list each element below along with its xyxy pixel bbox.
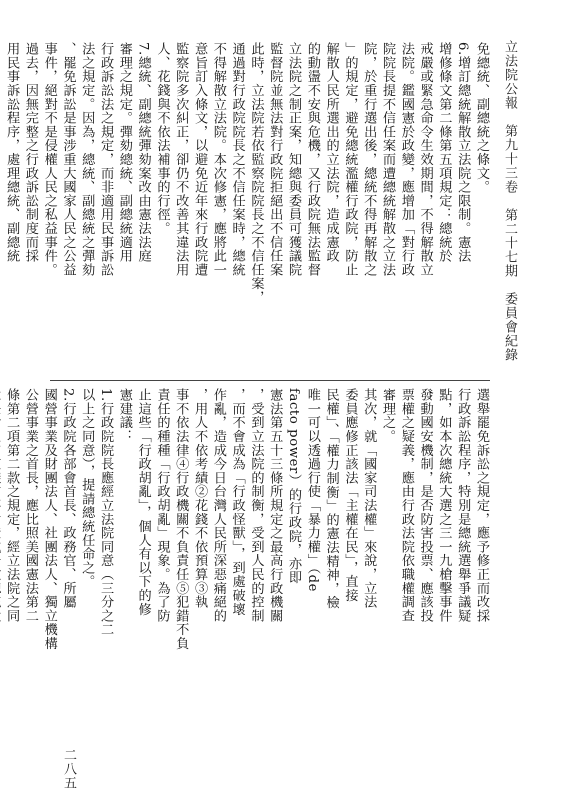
running-header [497,40,519,380]
text-line: 免總統、副總統之條文。 [474,42,489,194]
text-line: 1.行政院院長應經立法院同意（三分之二 [98,388,114,637]
page-number: 二八五 [61,748,76,790]
text-line: 過去，因無完整之行政訴訟制度而採 [22,42,38,263]
text-line: 院，於重行選出後，總統不得再解散之 [361,42,377,277]
text-line: 法院。鑑國憲於政變，應增加「對行政 [398,42,414,277]
text-line: 發動國安機制，是否防害投票、應該投 [417,388,433,623]
text-line: 責任的種種「行政胡亂」現象。為了防 [154,388,170,623]
text-line: 的動盪不安與危機，又行政院無法監督 [304,42,320,277]
text-line: 票權之疑義，應由行政法院依職權調查 [398,388,414,623]
text-line: 行政訴訟程序，特別是總統選舉爭議疑 [455,388,471,623]
gazette-title: 立法院公報 [502,40,517,110]
text-line: 意旨訂入條文，以避免近年來行政院遭 [192,42,208,277]
text-line: 立法院之制正案，知總與委員可獲議院 [286,42,302,277]
text-line: 此時，立法院若依監察院院長之不信任案， [248,42,264,305]
text-line: 民權」、「權力制衡」的憲法精神，檢 [323,388,339,610]
text-line: 監督院並無法對行政院拒絕出不信任案 [267,42,283,277]
text-line: ，而不會成為「行政怪獸」，到處破壞 [229,388,245,616]
text-line: 審理之。 [380,388,396,444]
text-line: 院院長提不信任案而遭總統解散之立法 [380,42,396,277]
text-line: 選舉罷免訴訟之規定，應予修正而改採 [474,388,489,623]
text-line: 7.總統、副總統彈劾案改由憲法法庭 [135,42,151,263]
text-line: 憲法第五十三條所規定之最高行政機關 [267,388,283,623]
text-line: 作亂，造成今日台灣人民所深惡痛絕的 [210,388,226,623]
text-line: 事不依法律④行政機關不負責任⑤犯錯不負 [173,388,189,651]
volume-number: 第九十三卷 [502,124,517,194]
text-line: 點，如本次總統大選之三一九槍擊事件 [436,388,452,623]
text-line: 監察院多次糾正，卻仍不改善其違法用 [173,42,189,277]
text-line: 」的規定，避免總統濫權行政院，防止 [342,42,358,277]
section-divider [50,380,490,381]
text-line: 國營事業及財團法人、社團法人、獨立機構 [41,388,57,651]
text-line: 2.行政院各部會首長、政務官、所屬 [60,388,76,609]
text-line: 法之規定。因為，總統、副總統之彈劾 [79,42,95,277]
text-line: 事件，絕對不是侵權人民之私益事件。 [41,42,57,277]
text-line: ，受到立法院的制衡，受到人民的控制 [248,388,264,623]
text-line: 6.增訂總統解散立法院之限制。憲法 [455,42,471,263]
text-line: 戒嚴或緊急命令生效期間，不得解散立 [417,42,433,277]
text-line: 人、花錢與不依法補事的行徑。 [154,42,170,236]
text-line: 委員應修正該法「主權在民」，直接 [342,388,358,603]
text-line: 公營事業之首長，應比照美國憲法第二 [22,388,38,623]
text-line: 唯一可以透過行使「暴力權」（de [304,388,320,593]
text-line: 以上之同意），提請總統任命之。 [79,388,95,589]
lower-text-block [4,388,490,728]
text-line: 審理之規定。彈劾總統、副總統適用 [116,42,132,263]
section-name: 委員會紀錄 [502,292,517,362]
upper-text-block [4,42,490,372]
text-line: facto power）的行政院，亦即 [286,388,302,585]
text-line: 條第二項第二款之規定，經立法院之同 [4,388,20,623]
text-line: 行政訴訟法之規定，而非適用民事訴訟 [98,42,114,277]
text-line: 止這些「行政胡亂」，個人有以下的修 [135,388,151,616]
text-line: 憲建議： [116,388,132,444]
text-line: 增修條文第二條第五項規定：總統於 [436,42,452,263]
text-line: 、罷免訴訟是事涉重大國家人民之公益 [60,42,76,277]
text-line: 解散人民所選出的立法院，造成憲政 [323,42,339,263]
issue-number: 第二十七期 [502,208,517,278]
text-line: 不得解散立法院。本次修憲，應將此一 [210,42,226,277]
text-line: 其次，就「國家司法權」來說，立法 [361,388,377,609]
text-line: 用民事訴訟程序，處理總統、副總統 [4,42,20,263]
text-line: ，用人不依考績②花錢不依預算③執 [192,388,208,609]
text-line: 通過對行政院院長之不信任案時，總統 [229,42,245,277]
